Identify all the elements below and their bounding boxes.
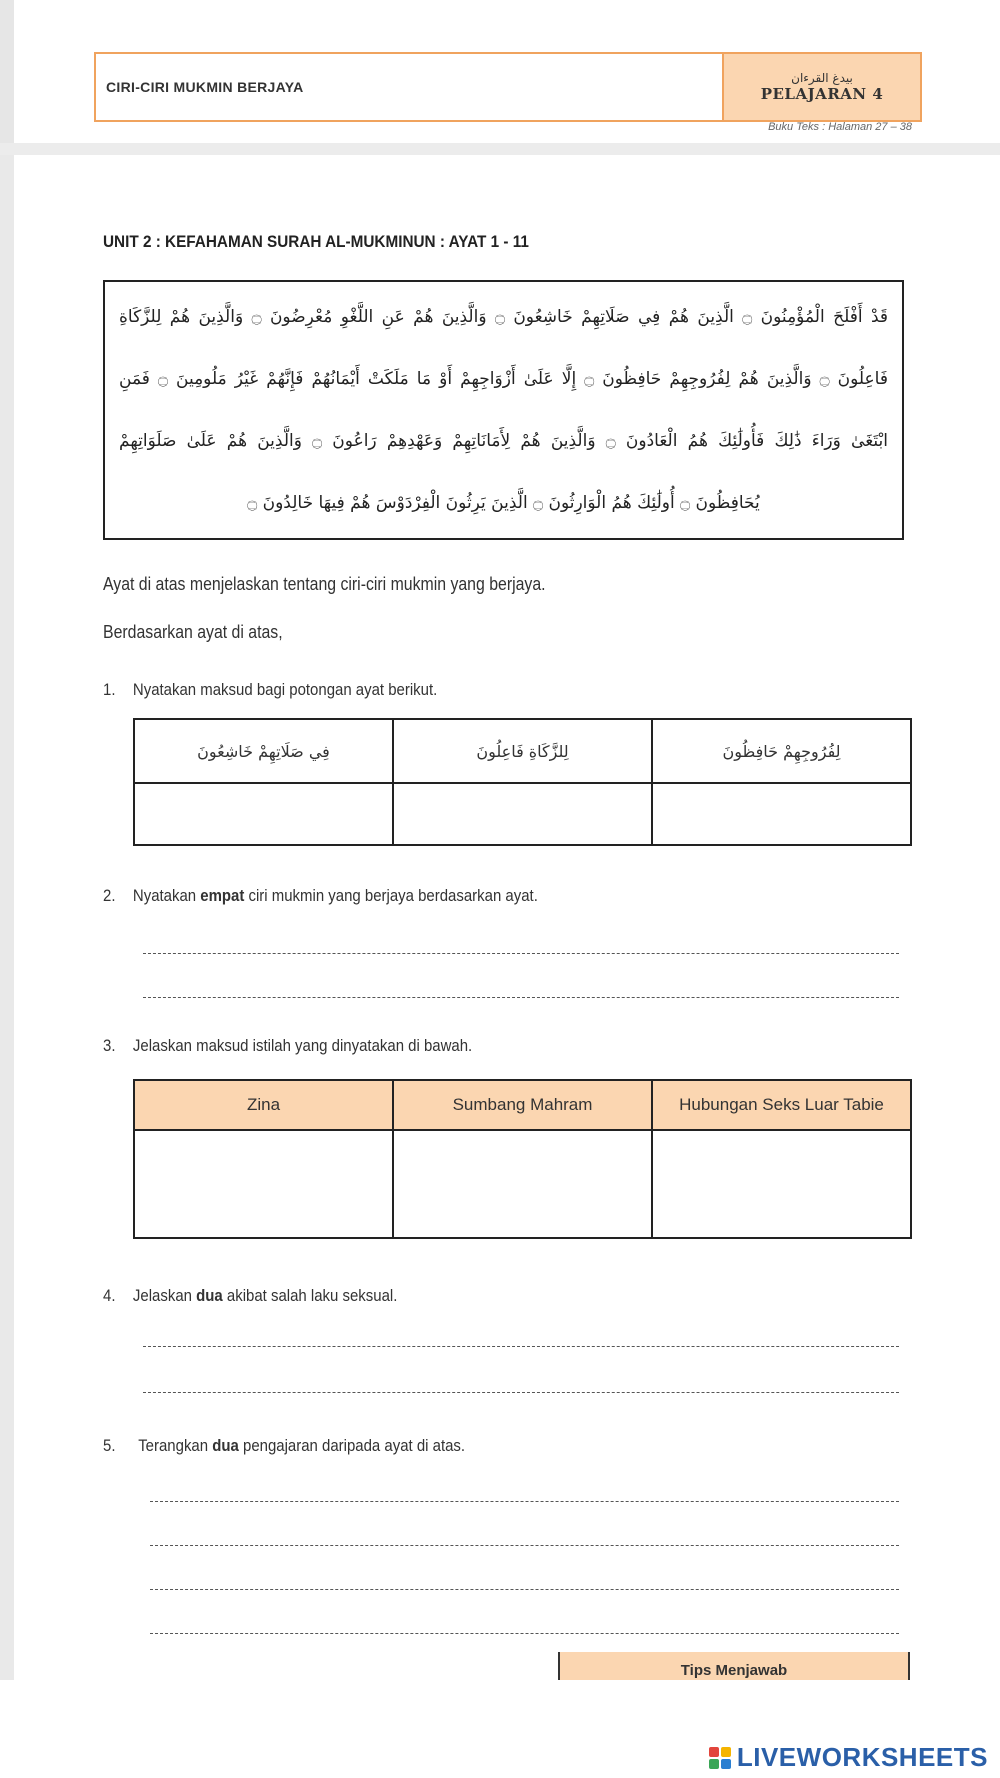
question-1 [103,680,437,700]
q3-term-header: Sumbang Mahram [393,1080,652,1130]
quran-verses-box [103,280,904,540]
question-text: Terangkan dua pengajaran daripada ayat di atas. [138,1436,466,1455]
q1-answer-cell[interactable] [393,783,652,845]
lesson-number: PELAJARAN 4 [760,85,884,103]
question-text: Jelaskan dua akibat salah laku seksual. [132,1286,398,1305]
answer-line[interactable] [150,1633,899,1634]
question-number: 1. [103,680,116,699]
q3-term-header: Hubungan Seks Luar Tabie [652,1080,911,1130]
page-shadow [0,155,14,1680]
quran-line: يُحَافِظُونَ ۝ أُولَٰئِكَ هُمُ الْوَارِثُونَ ۝ الَّذِينَ يَرِثُونَ الْفِرْدَوْسَ هُمْ فِيهَا خَالِدُونَ ۝ [247,493,760,513]
page-separator [0,143,1000,155]
brand-name: LIVEWORKSHEETS [736,1742,988,1772]
question-number: 2. [103,886,116,905]
textbook-reference: Buku Teks : Halaman 27 – 38 [768,121,912,133]
answer-line[interactable] [143,953,899,954]
answer-line[interactable] [143,1346,899,1347]
answer-line[interactable] [150,1545,899,1546]
q1-verse-cell: لِلزَّكَاةِ فَاعِلُونَ [393,719,652,783]
q1-answer-cell[interactable] [134,783,393,845]
header-topic: CIRI-CIRI MUKMIN BERJAYA [106,79,304,95]
q3-term-header: Zina [134,1080,393,1130]
lesson-badge [722,54,920,120]
q1-answer-cell[interactable] [652,783,911,845]
q3-answer-cell[interactable] [393,1130,652,1238]
question-text: Nyatakan empat ciri mukmin yang berjaya berdasarkan ayat. [132,886,538,905]
header-arabic-label: بيدغ القرءان [791,71,853,85]
q1-verse-cell: لِفُرُوجِهِمْ حَافِظُونَ [652,719,911,783]
q3-table [133,1079,912,1239]
page-shadow [0,0,14,150]
q3-answer-cell[interactable] [134,1130,393,1238]
quran-line: ابْتَغَىٰ وَرَاءَ ذَٰلِكَ فَأُولَٰئِكَ هُمُ الْعَادُونَ ۝ وَالَّذِينَ هُمْ لِأَمَانَاتِهِمْ وَعَهْدِهِمْ رَاعُونَ ۝ وَالَّذِينَ هُمْ عَلَىٰ صَلَوَاتِهِمْ [119,431,888,451]
intro-text: Ayat di atas menjelaskan tentang ciri-ciri mukmin yang berjaya. [103,574,546,594]
question-2 [103,886,538,906]
question-5 [103,1436,465,1456]
q1-table [133,718,912,846]
quran-line: قَدْ أَفْلَحَ الْمُؤْمِنُونَ ۝ الَّذِينَ هُمْ فِي صَلَاتِهِمْ خَاشِعُونَ ۝ وَالَّذِينَ هُمْ عَنِ اللَّغْوِ مُعْرِضُونَ ۝ وَالَّذِينَ هُمْ لِلزَّكَاةِ [119,307,888,327]
quran-line: فَاعِلُونَ ۝ وَالَّذِينَ هُمْ لِفُرُوجِهِمْ حَافِظُونَ ۝ إِلَّا عَلَىٰ أَزْوَاجِهِمْ أَوْ مَا مَلَكَتْ أَيْمَانُهُمْ فَإِنَّهُمْ غَيْرُ مَلُومِينَ ۝ فَمَنِ [119,369,888,389]
answer-line[interactable] [143,1392,899,1393]
tips-box: Tips Menjawab [558,1652,910,1682]
answer-line[interactable] [150,1501,899,1502]
q1-verse-cell: فِي صَلَاتِهِمْ خَاشِعُونَ [134,719,393,783]
answer-line[interactable] [150,1589,899,1590]
question-number: 4. [103,1286,116,1305]
question-number: 3. [103,1036,116,1055]
question-text: Nyatakan maksud bagi potongan ayat berikut. [132,680,438,699]
q3-answer-cell[interactable] [652,1130,911,1238]
question-number: 5. [103,1436,116,1455]
worksheet-header [94,52,922,122]
intro-text: Berdasarkan ayat di atas, [103,622,283,642]
unit-title: UNIT 2 : KEFAHAMAN SURAH AL-MUKMINUN : AYAT 1 - 11 [103,232,529,251]
question-text: Jelaskan maksud istilah yang dinyatakan di bawah. [132,1036,473,1055]
question-4 [103,1286,397,1306]
liveworksheets-icon [709,1747,731,1769]
liveworksheets-logo[interactable] [709,1742,988,1773]
question-3 [103,1036,472,1056]
answer-line[interactable] [143,997,899,998]
